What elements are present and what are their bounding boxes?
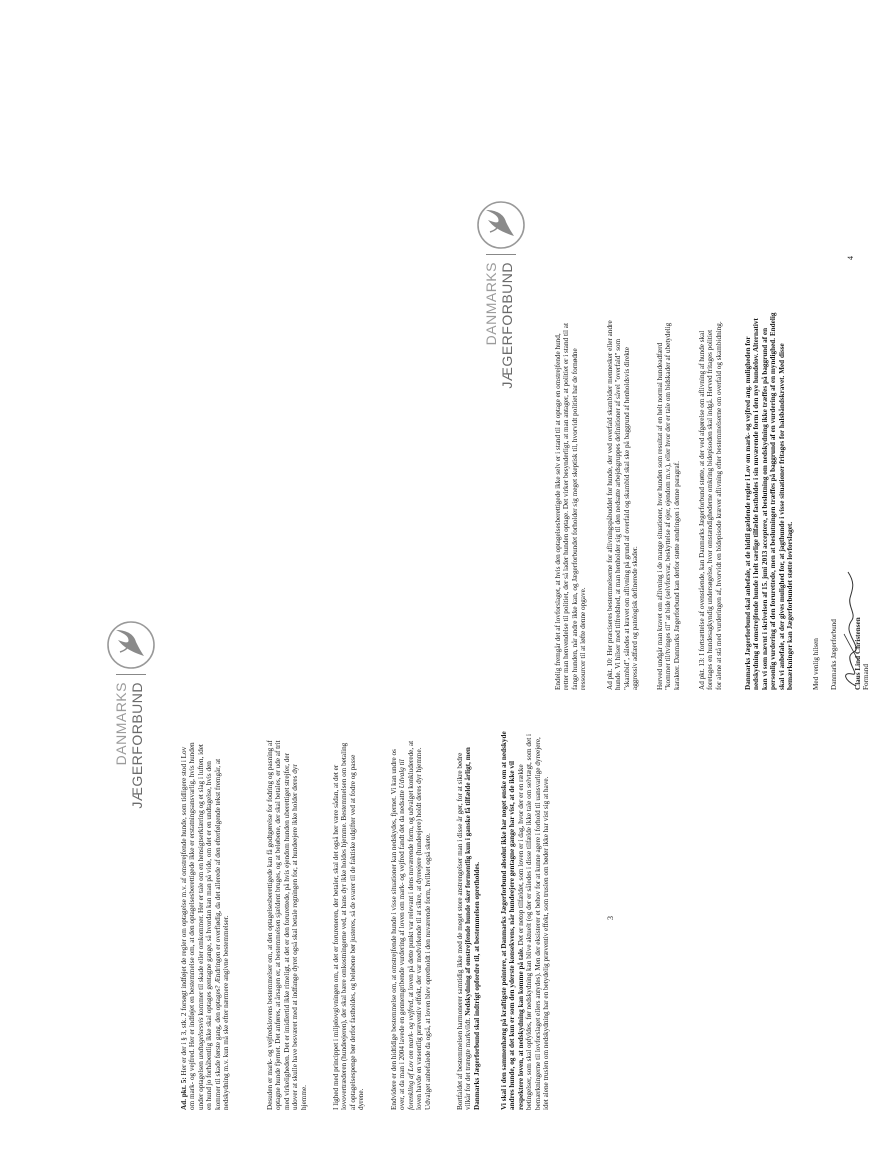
logo-divider bbox=[116, 674, 146, 675]
deer-emblem-icon bbox=[476, 200, 526, 250]
dj-logo bbox=[106, 620, 166, 820]
para-lead: Ad. pkt. 5: bbox=[180, 1077, 188, 1110]
signer-title: Formand bbox=[862, 664, 870, 690]
closing-greeting: Med venlig hilsen bbox=[812, 638, 820, 690]
paragraph-pkt10: Ad pkt. 10: Her præciseres bestemmelserne for aflivningspåbuddet for hunde, der ved overfald skambider mennesker eller andre hunde. Vi hilser med tilfredshed, at man henholder sig til den nedsatte arbejdsgruppes definitioner af såvel "overfald" som "skambid", således at kravet om aflivning på grund af overfald og skambid skal ske på baggrund af henholdsvis direkte aggressiv adfærd og patologisk definerede skader. bbox=[606, 320, 640, 690]
page-number: 3 bbox=[606, 916, 615, 920]
logo-line-danmarks: DANMARKS bbox=[113, 682, 129, 766]
para-emphasis: Udvalg til forenkling af Lov om mark- og vejfred, bbox=[398, 759, 415, 1110]
logo-line-jaegerforbund: JÆGERFORBUND bbox=[499, 262, 515, 389]
para-text: at loven på dette punkt var relevant i dens nuværende form, og udvalget konkluderede, at loven havde en væsentlig præventiv effekt, der var medvirkende til at sikre, at dyreejere (hundeejere) holdt deres dyr hjemme. Udvalget anbefalede da også, at loven blev opretholdt i den nuværende form, hvilket også skete. bbox=[406, 740, 432, 1110]
document-page-3 bbox=[100, 560, 615, 1120]
paragraph-politiet: Endelig fremgår det af lovforslaget, at hvis den optagelsesberettigede ikke selv er i stand til at optage en omstrejfende hund, retter man henvendelse til politiet, der så lader hunden optage. Det virker besynderligt, at man antager, at politiet er i stand til at fange hunden, når andre ikke kan, og Jægerforbundet forholder sig meget skeptisk til, hvorvidt politiet har de fornødne ressourcer til at løfte denne opgave. bbox=[554, 323, 588, 690]
logo-line-danmarks: DANMARKS bbox=[483, 262, 499, 346]
paragraph-anbefaling: Danmarks Jægerforbund skal anbefale, at de hidtil gældende regler i Lov om mark- og vejfred ang. muligheden for nedskydning af omstrejfende hunde i helt særlige tilfælde fastholdes i sin nuværende form i den nye hundelov. Alternativt kan vi som nævnt i skrivelsen af 15. juni 2013 acceptere, at beslutning om nedskydning ikke træffes på baggrund af en personlig vurdering af den forurettede, men at beslutningen træffes på baggrund af en vurdering af en myndighed. Endelig skal vi anbefale, at der gives mulighed for, at jagthunde i visse situationer fritages for halsbåndskravet. Med disse bemærkninger kan Jægerforbundet støtte lovforslaget. bbox=[744, 312, 795, 690]
paragraph-pkt5 bbox=[180, 740, 230, 1110]
paragraph-bortfald bbox=[456, 740, 481, 1110]
document-page-4 bbox=[470, 140, 870, 700]
paragraph-forureneren-betaler: I lighed med princippet i miljølovgivningen om, at det er forureneren, der betaler, skal det også her være sådan, at det er lovovertræderen (hundeejeren), der skal bære omkostningerne ved, at hans dyr ikke holdes hjemme. Bestemmelsen om betaling af optagelsespenge bør derfor fastholdes, og beløbene bør justeres, så de svarer til de faktiske udgifter ved at fodre og passe dyrene. bbox=[332, 742, 366, 1110]
dj-logo bbox=[476, 200, 536, 400]
para-text: Bortfaldet af bestemmelsen harmonerer samtidig ikke med de meget store anstrengelser man i disse år gør, for at sikre bedre vilkår for det trængte markvildt. bbox=[456, 752, 473, 1110]
para-text: kommer til skade eller omkommer. Her er tale om en hensigtserklæring og et slag i luften, idet en hund jo forhåbentlig ikke skal optages gentagne gange, så hvordan kan man på vide, om det er en undtagelse, hvis den kommer til skade første gang, den optages? Ændringen er overflødig, da det allerede af den efterfølgende tekst fremgår, at nedskydning m.v. kun må ske efter nærmere angivne bestemmelser. bbox=[196, 744, 231, 1110]
para-bold: Vi skal i den sammenhæng på kraftigste pointere, at Danmarks Jægerforbund absolut ikke har noget ønske om at nedskyde andres hunde, og at det kun er som den yderste konsekvens, når hundeejere gentagne gange har vist, at de ikke vil respektere loven, at nedskydning kan komme på tale. bbox=[500, 731, 525, 1110]
logo-line-jaegerforbund: JÆGERFORBUND bbox=[129, 682, 145, 809]
paragraph-godtgoerelse: Desuden er mark- og vejfredslovens bestemmelser om, at den optagelsesberettigede kan få godtgørelse for fodring og pasning af optagne hunde fjernet. Det anføres, at årsagen er, at bestemmelsen sjældent bruges, og at beløbene, der skal betales, er ude af trit med virkeligheden. Det er imidlertid ikke rimeligt, at det er den forurettede, på hvis ejendom hunden uberettiget strejfer, der udover at skulle have besværet med at indfange dyret også skal betale regningen for, at hundeejere ikke holder deres dyr hjemme. bbox=[266, 740, 308, 1110]
para-emphasis: undtagelsesvis bbox=[196, 1017, 205, 1060]
para-text: Her er der i § 3, stk. 2 forsøgt indføjet de regler om optagelse m.v. af omstrejfende hunde, som tidligere stod i Lov om mark- og vejfred. Her er indføjet en bestemmelse om, at den optagelsesberettigede ikke er erstatningsansvarlig, hvis hunden under optagelsen bbox=[180, 742, 205, 1110]
signer-name bbox=[854, 617, 862, 690]
paragraph-nedskydning bbox=[390, 740, 432, 1110]
page-number: 4 bbox=[846, 256, 855, 260]
organization-name: Danmarks Jægerforbund bbox=[830, 619, 838, 690]
para-text: Endvidere er den hidtidige bestemmelse om, at omstrejfende hunde i visse situationer kan nedskydes, fjernet. Vi kan undre os over, at da man i 2004 lavede en gennemgribende vurdering af loven om mark- og vejfred fandt det da nedsatte bbox=[390, 749, 407, 1110]
paragraph-pointere bbox=[500, 730, 550, 1110]
deer-emblem-icon bbox=[106, 620, 156, 670]
paragraph-herved: Herved undgår man kravet om aflivning i de mange situationer, hvor hunden som resultat af en helt normal hundeadfærd "kommer til/tvinges til" at bide (selvforsvar, beskyttelse af ejer, ejendom m.v.), eller hvor der er tale om bidskader af ubetydelig karakter. Danmarks Jægerforbund kan derfor støtte ændringen i denne paragraf. bbox=[656, 322, 681, 690]
paragraph-pkt13: Ad pkt. 13: I fortsættelse af ovenstående, kan Danmarks Jægerforbund støtte, at der ved afgørelse om aflivning af hunde skal foretages en hundesagkyndig undersøgelse, hvor omstændighederne omkring bidepisoden skal indgå. Herved fritages politiet for alene at stå med vurderingen af, hvorvidt en bidepisode kræver aflivning efter bestemmelserne om overfald og skambidning. bbox=[698, 321, 723, 690]
signer-name-text: Claus Lind Christensen bbox=[854, 617, 862, 690]
logo-divider bbox=[486, 254, 516, 255]
para-bold: Nedskydning af omstrejfende hunde sker formentlig kun i ganske få tilfælde årligt, men Danmarks Jægerforbund skal indtrigt opfordre til, at bestemmelsen opretholdes. bbox=[464, 747, 481, 1110]
para-text: Det er netop tilfældet, som loven er i dag, hvor der er en række betingelser, som skal opfyldes, før nedskydning kan blive aktuelt (og der er således i disse tilfælde ikke tale om selvtægt, som det i bemærkningerne til lovforslaget ellers antydes). Men der eksisterer et behov for at kunne agere i forhold til uansvarlige dyreejere, idet alene truslen om nedskydning har en betydelig præventiv effekt, som truslen om bøder ikke har vist sig at have. bbox=[516, 734, 551, 1110]
